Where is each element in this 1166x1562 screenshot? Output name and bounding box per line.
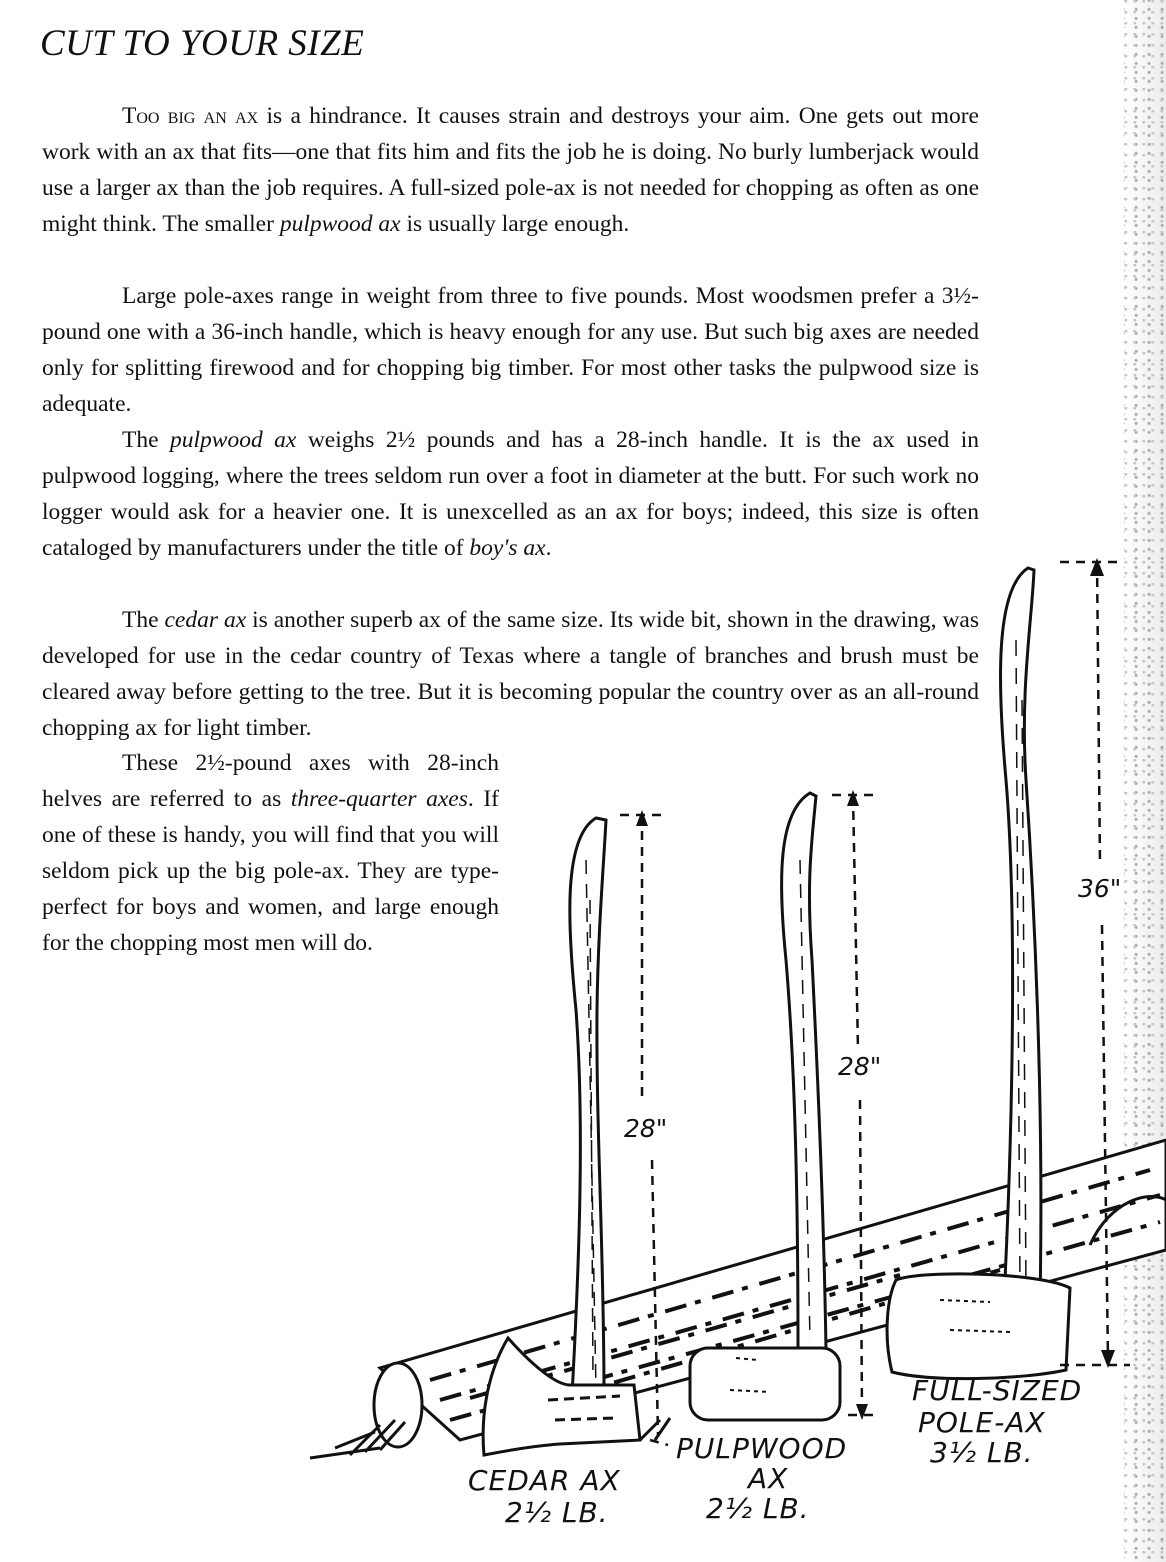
p3-emphasis-1: pulpwood ax [170, 427, 297, 453]
pole-ax-weight: 3½ LB. [930, 1436, 1034, 1469]
p1-text: is a hindrance. It causes strain and destroys your aim. One gets out more work with an ax that fits—one that fits him and fits the job he is doing. No burly lumberjack would use a larger ax than the job requires. A full-sized pole-ax is not needed for chopping as often as one might think. The smaller [42, 103, 979, 237]
page-title: CUT TO YOUR SIZE [40, 23, 365, 64]
pole-ax-label-line1: FULL-SIZED [912, 1374, 1083, 1407]
p1-tail: is usually large enough. [400, 211, 630, 237]
p4-part-a: The [122, 607, 165, 633]
p4-part-b: is another superb ax of the same size. Its wide bit, shown in the drawing, was developed for use in the cedar country of Texas where a tangle of branches and brush must be cleared away before getting to the tree. But it is becoming popular the country over as an all-round chopping ax for light timber. [42, 607, 979, 741]
pulpwood-ax-label-line1: PULPWOOD [676, 1432, 848, 1465]
paragraph-2: Large pole-axes range in weight from three to five pounds. Most woodsmen prefer a 3½-pound one with a 36-inch handle, which is heavy enough for any use. But such big axes are needed only for splitting firewood and for chopping big timber. For most other tasks the pulpwood size is adequate. [42, 283, 979, 417]
pole-ax-dimension: 36" [1078, 874, 1122, 903]
cedar-ax-label: CEDAR AX [468, 1464, 621, 1497]
p4-emphasis: cedar ax [164, 607, 247, 633]
p3-part-a: The [122, 427, 171, 453]
pulpwood-ax-weight: 2½ LB. [706, 1492, 810, 1525]
p5-part-b: . If one of these is handy, you will find that you will seldom pick up the big pole-ax. They are type-perfect for boys and women, and large enough for the chopping most men will do. [42, 786, 499, 956]
p1-emphasis: pulpwood ax [279, 211, 401, 237]
p3-part-b: weighs 2½ pounds and has a 28-inch handle. It is the ax used in pulpwood logging, where the trees seldom run over a foot in diameter at the butt. For such work no logger would ask for a heavier one. It is unexcelled as an ax for boys; indeed, this size is often cataloged by manufacturers under the title of [42, 427, 980, 561]
p5-emphasis: three-quarter axes [290, 786, 468, 812]
pulpwood-ax-label-line2: AX [748, 1462, 789, 1495]
pulpwood-ax-dimension: 28" [838, 1052, 882, 1081]
small-caps-lead: Too big an ax [122, 103, 259, 129]
p3-emphasis-2: boy's ax [469, 535, 546, 561]
p3-part-c: . [545, 535, 552, 561]
p5-part-a: These 2½-pound axes with 28-inch helves are referred to as [42, 750, 499, 812]
cedar-ax-dimension: 28" [624, 1114, 668, 1143]
cedar-ax-weight: 2½ LB. [505, 1496, 609, 1529]
pole-ax-label-line2: POLE-AX [918, 1406, 1046, 1439]
